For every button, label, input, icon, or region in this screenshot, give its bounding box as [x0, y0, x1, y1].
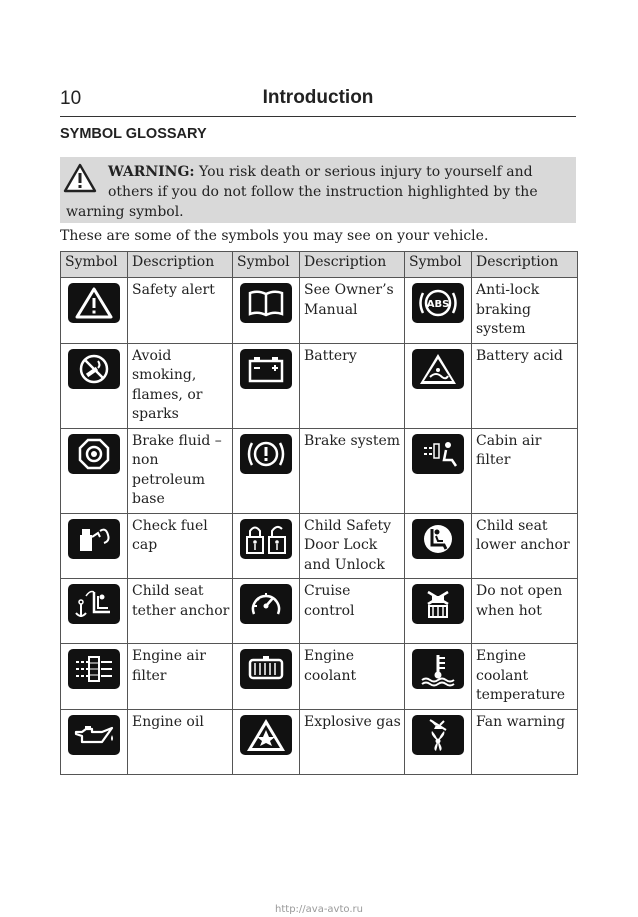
engine-air-filter-icon [68, 649, 120, 689]
symbol-description: Battery [300, 343, 405, 428]
symbol-description: Do not open when hot [472, 579, 578, 644]
do-not-open-hot-icon [412, 584, 464, 624]
warning-text-line2: others if you do not follow the instruction highlighted by the [108, 184, 538, 200]
cruise-control-icon [240, 584, 292, 624]
warning-text-line1: You risk death or serious injury to yourself and [194, 164, 533, 180]
symbol-description: Brake system [300, 428, 405, 513]
col-header-description: Description [128, 252, 233, 278]
symbol-description: Cabin air filter [472, 428, 578, 513]
chapter-title: Introduction [262, 87, 374, 108]
abs-icon [412, 283, 464, 323]
brake-system-icon [240, 434, 292, 474]
col-header-symbol: Symbol [405, 252, 472, 278]
symbol-description: Child seat lower anchor [472, 513, 578, 579]
intro-text: These are some of the symbols you may see on your vehicle. [60, 228, 489, 244]
col-header-symbol: Symbol [233, 252, 300, 278]
coolant-temperature-icon [412, 649, 464, 689]
brake-fluid-icon [68, 434, 120, 474]
battery-acid-icon [412, 349, 464, 389]
symbol-description: Check fuel cap [128, 513, 233, 579]
col-header-description: Description [472, 252, 578, 278]
col-header-symbol: Symbol [61, 252, 128, 278]
owners-manual-icon [240, 283, 292, 323]
explosive-gas-icon [240, 715, 292, 755]
tether-anchor-icon [68, 584, 120, 624]
symbol-glossary-table [60, 251, 578, 775]
symbol-description: See Owner’s Manual [300, 278, 405, 344]
section-title: SYMBOL GLOSSARY [60, 126, 207, 142]
symbol-description: Engine coolant [300, 644, 405, 710]
engine-coolant-icon [240, 649, 292, 689]
fan-warning-icon [412, 715, 464, 755]
table-row [61, 343, 578, 428]
battery-icon [240, 349, 292, 389]
warning-triangle-icon [63, 163, 97, 193]
table-header-row [61, 252, 578, 278]
symbol-description: Child seat tether anchor [128, 579, 233, 644]
child-lock-icon [240, 519, 292, 559]
table-row [61, 709, 578, 774]
symbol-description: Anti-lock braking system [472, 278, 578, 344]
symbol-description: Child Safety Door Lock and Unlock [300, 513, 405, 579]
symbol-description: Cruise control [300, 579, 405, 644]
no-smoking-icon [68, 349, 120, 389]
cabin-air-filter-icon [412, 434, 464, 474]
symbol-description: Engine air filter [128, 644, 233, 710]
warning-box [60, 157, 576, 223]
col-header-description: Description [300, 252, 405, 278]
engine-oil-icon [68, 715, 120, 755]
footer-url[interactable]: http://ava-avto.ru [275, 904, 363, 915]
symbol-description: Engine oil [128, 709, 233, 774]
table-row [61, 278, 578, 344]
table-row [61, 579, 578, 644]
page-number: 10 [60, 88, 82, 109]
table-row [61, 513, 578, 579]
fuel-cap-icon [68, 519, 120, 559]
page-header [60, 86, 576, 117]
symbol-description: Explosive gas [300, 709, 405, 774]
symbol-description: Battery acid [472, 343, 578, 428]
symbol-description: Avoid smoking, flames, or sparks [128, 343, 233, 428]
table-row [61, 644, 578, 710]
safety-alert-icon [68, 283, 120, 323]
warning-label: WARNING: [108, 164, 195, 180]
abs-text: ABS [426, 299, 450, 310]
warning-text-line3: warning symbol. [66, 204, 184, 220]
symbol-description: Engine coolant temperature [472, 644, 578, 710]
table-row [61, 428, 578, 513]
child-seat-anchor-icon [412, 519, 464, 559]
symbol-description: Brake fluid – non petroleum base [128, 428, 233, 513]
symbol-description: Fan warning [472, 709, 578, 774]
symbol-description: Safety alert [128, 278, 233, 344]
